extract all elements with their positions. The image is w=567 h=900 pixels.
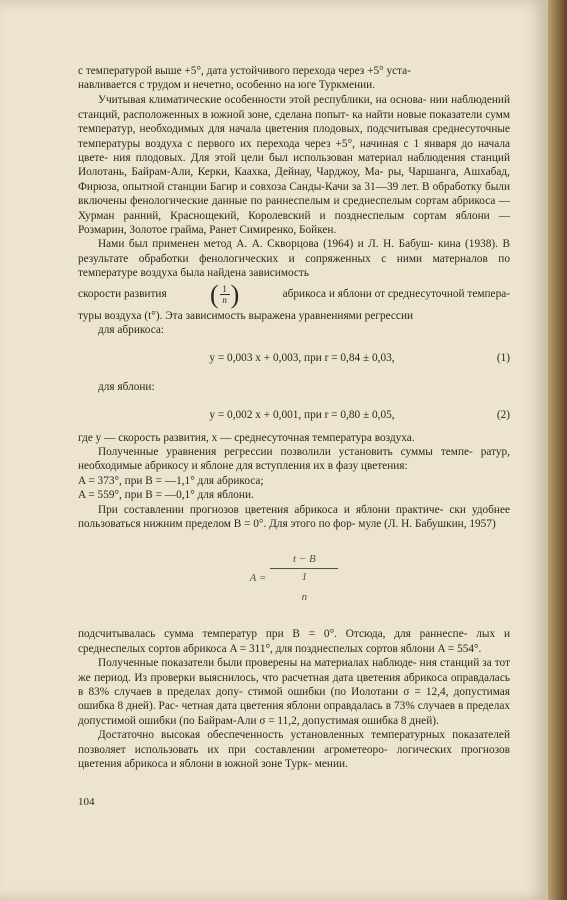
- page-text: [78, 64, 510, 772]
- book-binding-edge: [548, 0, 567, 900]
- paragraph-method: Нами был применен метод А. А. Скворцова (1964) и Л. Н. Бабуш- кина (1938). В результате обработки фенологических и сопряженных с ними материалов по температуре воздуха была найдена зависимость: [78, 238, 510, 280]
- page-number: 104: [78, 796, 95, 808]
- speed-label: скорости развития: [78, 288, 167, 301]
- paragraph-conclusion: Достаточно высокая обеспеченность установленных температурных показателей позволяет использовать их при составлении агрометеоро- логических прогнозов цветения абрикоса и яблони в южной зоне Турк- мении.: [78, 729, 510, 771]
- apricot-label: для абрикоса:: [98, 324, 165, 336]
- babushkin-formula: [78, 549, 510, 607]
- equation-1-number: (1): [496, 352, 510, 365]
- paragraph-sums: Полученные уравнения регрессии позволили установить суммы темпе- ратур, необходимые абрикосу и яблоне для вступления их в фазу цветения:: [78, 446, 510, 473]
- paragraph-zero-limit: подсчитывалась сумма температур при B = 0°. Отсюда, для раннеспе- лых и среднеспелых сортов абрикоса A = 311°, для позднеспелых сортов яблони A = 554°.: [78, 628, 510, 655]
- equation-2: [78, 408, 510, 422]
- development-speed-line: [78, 281, 510, 309]
- paragraph-method-end: туры воздуха (t°). Эта зависимость выражена уравнениями регрессии: [78, 309, 414, 322]
- apple-sum: A = 559°, при B = —0,1° для яблони.: [78, 489, 254, 502]
- speed-fraction-numerator: 1: [222, 284, 227, 295]
- equation-1-body: y = 0,003 x + 0,003, при r = 0,84 ± 0,03,: [209, 352, 395, 365]
- formula-lhs: A =: [249, 572, 267, 585]
- formula-denominator-bottom: n: [301, 591, 308, 604]
- equation-1: [78, 351, 510, 365]
- formula-denominator-top: 1: [301, 570, 308, 583]
- equation-2-number: (2): [496, 409, 510, 422]
- apricot-sum: A = 373°, при B = —1,1° для абрикоса;: [78, 474, 264, 487]
- variables-definition: где y — скорость развития, x — среднесуточная температура воздуха.: [78, 431, 415, 444]
- speed-fraction: ( $\frac{1}{n}$ ): [209, 279, 240, 309]
- formula-fraction: [270, 552, 338, 604]
- paragraph-1-line-2: навливается с трудом и нечетно, особенно на юге Туркмении.: [78, 79, 376, 92]
- paragraph-climate: Учитывая климатические особенности этой республики, на основа- нии наблюдений станций, расположенных в южной зоне, сделана попыт- ка найти новые показатели сумм температур, необходимых для начала цветения плодовых, подсчитывая среднесуточные температуры воздуха с первого их перехода через +5°, начиная с 1 января до начала цвете- ния плодовых. Для этой цели был использован материал наблюдения станций Иолотань, Байрам-Али, Керки, Каахка, Дейнау, Чарджоу, Ма- ры, Чаршанга, Ашхабад, Фирюза, опытной станции Багир и совхоза Санды-Качи за 31—39 лет. В обработку были включены фенологические данные по раннеспелым и среднеспелым сортам абрикоса — Хурман ранний, Краснощекий, Королевский и позднеспелым сортам яблони — Розмарин, Золотое грайма, Ранет Симиренко, Бойкен.: [78, 94, 510, 236]
- equation-2-body: y = 0,002 x + 0,001, при r = 0,80 ± 0,05,: [209, 409, 395, 422]
- paragraph-forecast: При составлении прогнозов цветения абрикоса и яблони практиче- ски удобнее пользоваться нижним пределом B = 0°. Для этого по фор- муле (Л. Н. Бабушкин, 1957): [78, 503, 510, 531]
- speed-fraction-denominator: n: [222, 295, 227, 306]
- paragraph-1-line-1: с температурой выше +5°, дата устойчивого перехода через +5° уста-: [78, 65, 411, 77]
- apple-label: для яблони:: [98, 380, 155, 393]
- paragraph-verification: Полученные показатели были проверены на материалах наблюде- ния станций за тот же период. Из проверки выяснилось, что расчетная дата цветения абрикоса оправдалась в 83% случаев в пределах допу- стимой ошибки (по Иолотани σ = 12,4, допустимая ошибка 8 дней). Рас- четная дата цветения яблони оправдалась в 73% случаев в пределах допустимой ошибки (по Байрам-Али σ = 11,2, допустимая ошибка 8 дней).: [78, 657, 510, 727]
- speed-rest: абрикоса и яблони от среднесуточной темпера-: [282, 288, 510, 301]
- formula-numerator: t − B: [292, 553, 316, 566]
